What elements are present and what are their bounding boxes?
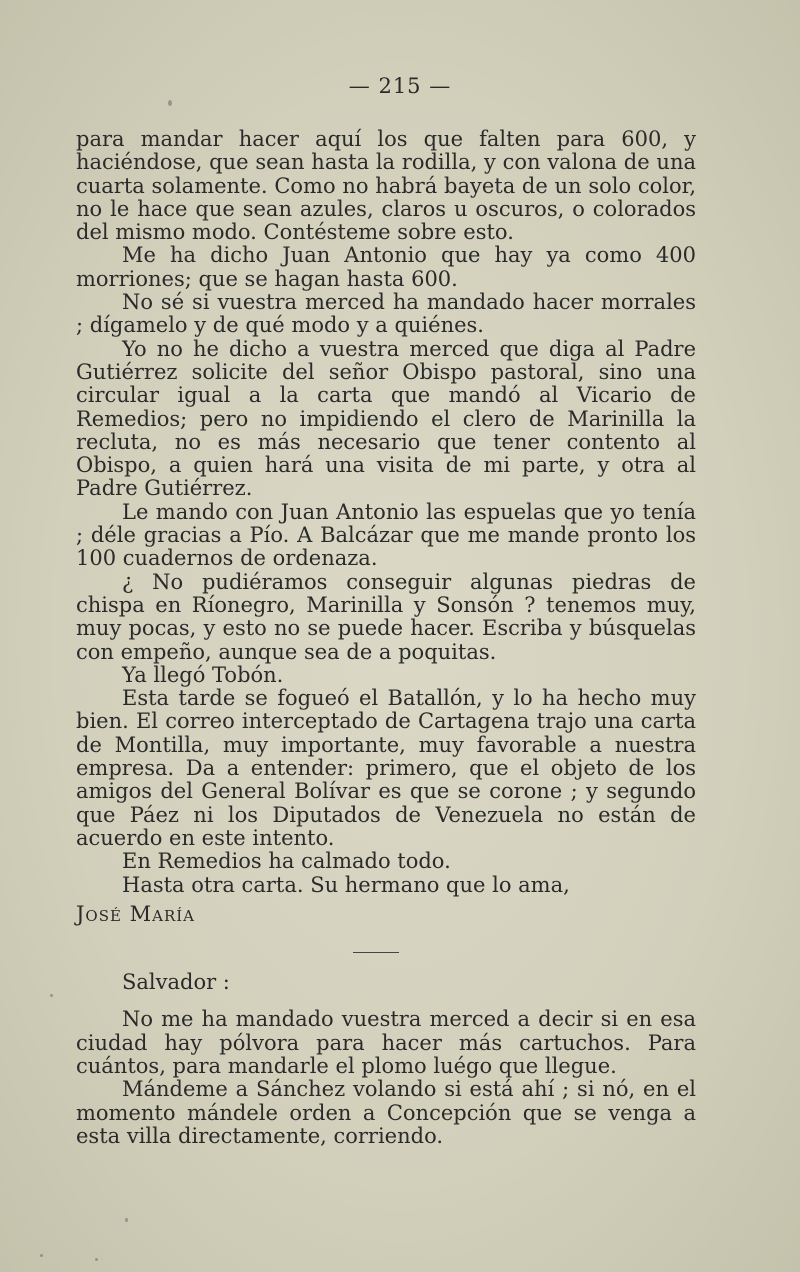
paper-speck — [40, 1254, 43, 1257]
paragraph: Mándeme a Sánchez volando si está ahí ; si nó, en el momento mándele orden a Concepción que se venga a esta villa directamente, corriendo. — [76, 1077, 696, 1148]
paragraph: No sé si vuestra merced ha mandado hacer morrales ; dígamelo y de qué modo y a quiénes. — [76, 290, 696, 338]
paragraph: En Remedios ha calmado todo. — [122, 849, 451, 874]
paper-speck — [50, 994, 53, 997]
paragraph: ¿ No pudiéramos conseguir algunas piedras de chispa en Ríonegro, Marinilla y Sonsón ? tenemos muy, muy pocas, y esto no se puede hacer. Escriba y búsquelas con empeño, aunque sea de a poquitas. — [76, 569, 696, 664]
paragraph: Ya llegó Tobón. — [122, 662, 284, 687]
page-number: — 215 — — [348, 74, 452, 98]
paper-speck — [95, 1258, 98, 1261]
paragraph: Hasta otra carta. Su hermano que lo ama, — [122, 872, 570, 897]
salutation: Salvador : — [122, 970, 230, 995]
paragraph: Le mando con Juan Antonio las espuelas que yo tenía ; déle gracias a Pío. A Balcázar que me mande pronto los 100 cuadernos de ordenaza. — [76, 499, 696, 571]
letter-text — [76, 128, 696, 1148]
paper-speck — [125, 1218, 128, 1222]
section-divider — [353, 952, 399, 953]
paragraph: Me ha dicho Juan Antonio que hay ya como 400 morriones; que se hagan hasta 600. — [76, 243, 696, 291]
paragraph: para mandar hacer aquí los que falten para 600, y haciéndose, que sean hasta la rodilla, y con valona de una cuarta solamente. Como no habrá bayeta de un solo color, no le hace que sean azules, claros u oscuros, o colorados del mismo modo. Contésteme sobre esto. — [76, 127, 696, 245]
paper-speck — [168, 100, 172, 106]
paragraph: Esta tarde se fogueó el Batallón, y lo ha hecho muy bien. El correo interceptado de Cartagena trajo una carta de Montilla, muy importante, muy favorable a nuestra empresa. Da a entender: primero, que el objeto de los amigos del General Bolívar es que se corone ; y segundo que Páez ni los Diputados de Venezuela no están de acuerdo en este intento. — [76, 686, 696, 850]
paragraph: No me ha mandado vuestra merced a decir si en esa ciudad hay pólvora para hacer más cartuchos. Para cuántos, para mandarle el plomo luégo que llegue. — [76, 1007, 696, 1078]
paragraph: Yo no he dicho a vuestra merced que diga al Padre Gutiérrez solicite del señor Obispo pastoral, sino una circular igual a la carta que mandó al Vicario de Remedios; pero no impidiendo el clero de Marinilla la recluta, no es más necesario que tener contento al Obispo, a quien hará una visita de mi parte, y otra al Padre Gutiérrez. — [76, 336, 696, 501]
signature: José María — [76, 901, 196, 926]
